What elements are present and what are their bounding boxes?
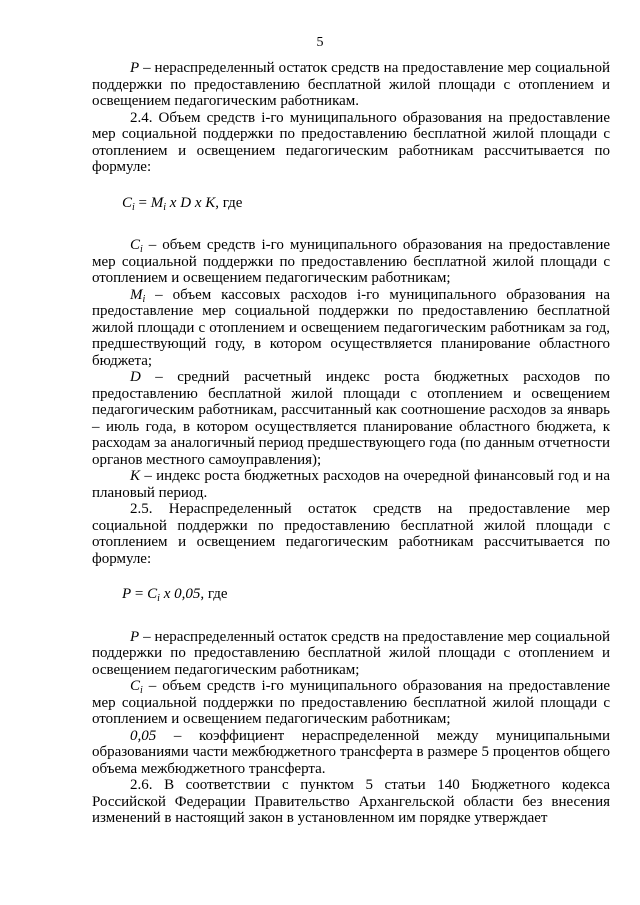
clause-2-5: 2.5. Нераспределенный остаток средств на предоставление мер социальной поддержки по предоставлению бесплатной жилой площади с отоплением и освещением педагогическим работникам рассчитывается по формуле:	[92, 501, 610, 567]
formula-p: $P = C_i$ x 0,05, где	[122, 586, 228, 604]
definition-p-2: P – нераспределенный остаток средств на предоставление мер социальной поддержки по предоставлению бесплатной жилой площади с отоплением и освещением педагогическим работникам;	[92, 628, 610, 678]
clause-2-4: 2.4. Объем средств i-го муниципального образования на предоставление мер социальной поддержки по предоставлению бесплатной жилой площади с отоплением и освещением педагогическим работникам рассчитывается по формуле:	[92, 109, 610, 175]
definition-ci-1: $C_i$ – объем средств i-го муниципального образования на предоставление мер социальной поддержки по предоставлению бесплатной жилой площади с отоплением и освещением педагогическим работникам;	[92, 237, 610, 286]
definition-text: – нераспределенный остаток средств на предоставление мер социальной поддержки по предоставлению бесплатной жилой площади с отоплением и освещением педагогическим работникам.	[92, 60, 610, 109]
symbol-p: P	[130, 60, 140, 76]
definition-ci-2: $C_i$ – объем средств i-го муниципального образования на предоставление мер социальной поддержки по предоставлению бесплатной жилой площади с отоплением и освещением педагогическим работникам;	[92, 678, 610, 727]
definition-p-1	[92, 60, 610, 110]
document-body	[92, 60, 610, 827]
formula-ci: $C_i = M_i$ x D x K, где	[122, 194, 243, 213]
definition-k: K – индекс роста бюджетных расходов на очередной финансовый год и на плановый период.	[92, 468, 610, 501]
clause-2-6: 2.6. В соответствии с пунктом 5 статьи 140 Бюджетного кодекса Российской Федерации Правительство Архангельской области без внесения изменений в настоящий закон в установленном им порядке утверждает	[92, 777, 610, 826]
page-number: 5	[316, 35, 324, 50]
definition-d: D – средний расчетный индекс роста бюджетных расходов по предоставлению бесплатной жилой площади с отоплением и освещением педагогическим работникам, рассчитанный как соотношение расходов за январь – июль года, в котором осуществляется планирование областного бюджета, к расходам за аналогичный период предшествующего года (по данным отчетности органов местного самоуправления);	[92, 369, 610, 468]
definition-mi: $M_i$ – объем кассовых расходов i-го муниципального образования на предоставление мер социальной поддержки по предоставлению бесплатной жилой площади с отоплением и освещением педагогическим работникам за год, предшествующий году, в котором осуществляется планирование областного бюджета;	[92, 286, 610, 369]
definition-coefficient: 0,05 – коэффициент нераспределенной между муниципальными образованиями части межбюджетного трансферта в размере 5 процентов общего объема межбюджетного трансферта.	[92, 727, 610, 777]
